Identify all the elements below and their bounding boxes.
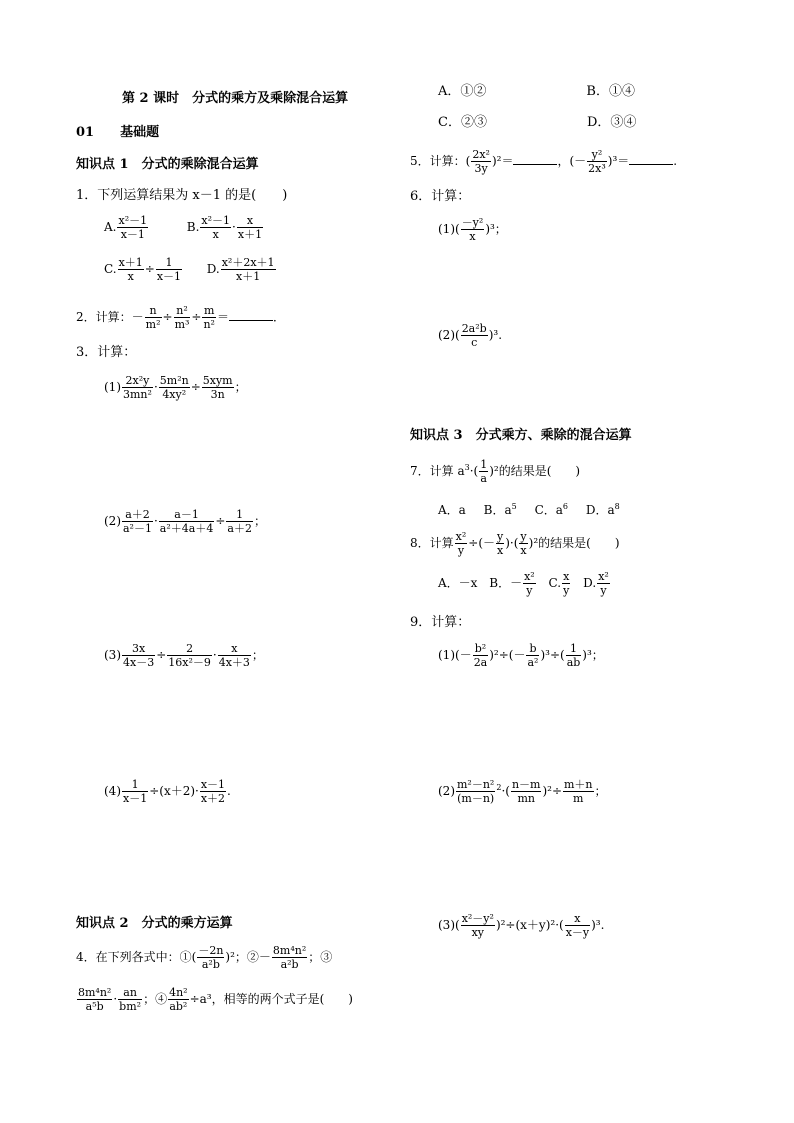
option-c: C．a (534, 503, 563, 517)
question-1-stem: 1．下列运算结果为 x－1 的是( ) (76, 188, 288, 203)
option-c: C．②③ (438, 115, 487, 130)
question-6-part-1: (1)( $\frac{\text{－y²}}{x}$ )³； (438, 216, 507, 243)
part-label: (1) (438, 648, 455, 662)
question-8-stem: 8．计算 (410, 536, 454, 550)
part-label: (2) (438, 784, 455, 798)
question-3-stem: 3．计算： (76, 345, 137, 360)
option-d: D．③④ (586, 115, 637, 130)
option-d: D．a (585, 503, 615, 517)
part-label: (2) (438, 328, 455, 342)
option-a: A．－x (438, 576, 478, 590)
option-b-label: B. (186, 220, 200, 234)
question-4-tail: ，相等的两个式子是( ) (211, 992, 353, 1006)
question-8: 8．计算 $\frac{\text{x²}}{y}$ ÷(－ $\frac{y}{x}$ )·( $\frac{y}{x}$ )²的结果是( ) (410, 530, 620, 557)
question-1-options-ab: A. $\frac{\text{x²－1}}{x-1}$ B. $\frac{\text{x²－1}}{x}$ · $\frac{x}{x+1}$ (104, 214, 263, 241)
knowledge-point-2: 知识点 2 分式的乘方运算 (76, 916, 233, 931)
option-a: A．①② (438, 84, 487, 99)
question-2: 2．计算：－ $\frac{n}{\text{m²}}$ ÷ $\frac{\text{n²}}{\text{m³}}$ ÷ $\frac{m}{\text{n²}}$ ＝ ． (76, 304, 285, 331)
question-5-stem: 5．计算： (410, 154, 466, 168)
question-7-options: A．a B．$a^5$ C．$a^6$ D．$a^8$ (438, 502, 620, 517)
question-4-options-cd (438, 114, 636, 132)
question-7-stem: 7．计算 a (410, 464, 465, 478)
question-8-tail: 的结果是( ) (538, 536, 620, 550)
question-7-tail: 的结果是( ) (498, 464, 581, 478)
question-9-stem: 9．计算： (410, 615, 471, 630)
option-d-label: D. (206, 262, 220, 276)
option-c-label: C. (104, 262, 117, 276)
knowledge-point-3: 知识点 3 分式乘方、乘除的混合运算 (410, 428, 632, 443)
question-2-end: ． (272, 310, 285, 324)
option-b: B．－ (489, 576, 523, 590)
question-9-part-3: (3)( $\frac{\text{x²－y²}}{xy}$ )²÷(x＋y)²·( $\frac{x}{x-y}$ )³. (438, 912, 605, 939)
question-3-part-3: (3) $\frac{3x}{4x-3}$ ÷ $\frac{2}{\text{16x²－9}}$ · $\frac{x}{4x+3}$ ； (104, 642, 264, 669)
question-9-part-1: (1)(－ $\frac{\text{b²}}{2a}$ )²÷(－ $\frac{b}{\text{a²}}$ )³÷( $\frac{1}{ab}$ )³； (438, 642, 604, 669)
part-label: (3) (104, 648, 121, 662)
question-1-options-cd: C. $\frac{x+1}{x}$ ÷ $\frac{1}{x-1}$ D. $\frac{\text{x²＋2x＋1}}{x+1}$ (104, 256, 275, 283)
option-a: A．a (438, 503, 466, 517)
section-heading: 01 基础题 (76, 125, 160, 140)
question-6-part-2: (2)( $\frac{\text{2a²b}}{c}$ )³. (438, 322, 503, 349)
part-label: (4) (104, 784, 121, 798)
part-label: (1) (438, 222, 455, 236)
option-a-label: A. (104, 220, 117, 234)
part-label: (1) (104, 380, 121, 394)
question-8-options: A．－x B．－ $\frac{\text{x²}}{y}$ C. $\frac{x}{y}$ D. $\frac{\text{x²}}{y}$ (438, 570, 609, 597)
option-c: C. (548, 576, 562, 590)
question-3-part-4: (4) $\frac{1}{x-1}$ ÷(x＋2)· $\frac{x-1}{x+2}$ . (104, 778, 231, 805)
answer-blank (629, 154, 673, 165)
question-5: 5．计算：( $\frac{\text{2x²}}{3y}$ )²＝ ，(－ $\frac{\text{y²}}{\text{2x³}}$ )³＝ . (410, 148, 678, 175)
part-label: (2) (104, 514, 121, 528)
question-7: 7．计算 $a^3\cdot$( $\frac{1}{a}$ )²的结果是( ) (410, 458, 581, 485)
option-b: B．①④ (586, 84, 635, 99)
part-label: (3) (438, 918, 455, 932)
option-b: B．a (483, 503, 512, 517)
question-6-stem: 6．计算： (410, 189, 471, 204)
question-9-part-2: (2) $\frac{\text{m²－n²}}{(m-n)}$ $^2$·( $\frac{n-m}{mn}$ )²÷ $\frac{m+n}{m}$ ； (438, 778, 607, 805)
page-title: 第 2 课时 分式的乘方及乘除混合运算 (122, 91, 349, 106)
question-3-part-1: (1) $\frac{\text{2x²y}}{\text{3mn²}}$ · $\frac{\text{5m²n}}{\text{4xy²}}$ ÷ 5xym 3n ； (104, 374, 247, 401)
option-d: D. (583, 576, 597, 590)
question-4-stem: 4．在下列各式中：① (76, 950, 192, 964)
question-4-options-ab (438, 83, 635, 101)
question-4-line-1: 4．在下列各式中：①( $\frac{-2n}{\text{a²b}}$ )²；②－ $\frac{\text{8m⁴n²}}{\text{a²b}}$ ；③ (76, 944, 333, 971)
question-3-part-2: (2) $\frac{a+2}{\text{a²－1}}$ · $\frac{a-1}{\text{a²＋4a＋4}}$ ÷ $\frac{1}{a+2}$ ； (104, 508, 266, 535)
answer-blank (513, 154, 557, 165)
knowledge-point-1: 知识点 1 分式的乘除混合运算 (76, 157, 259, 172)
question-2-stem: 2．计算： (76, 310, 132, 324)
question-4-line-2: $\frac{\text{8m⁴n²}}{\text{a⁵b}}$ · $\frac{an}{\text{bm²}}$ ；④ $\frac{\text{4n²}}{\text{ab²}}$ ÷a³，相等的两个式子是( ) (78, 986, 353, 1013)
answer-blank (229, 310, 273, 321)
